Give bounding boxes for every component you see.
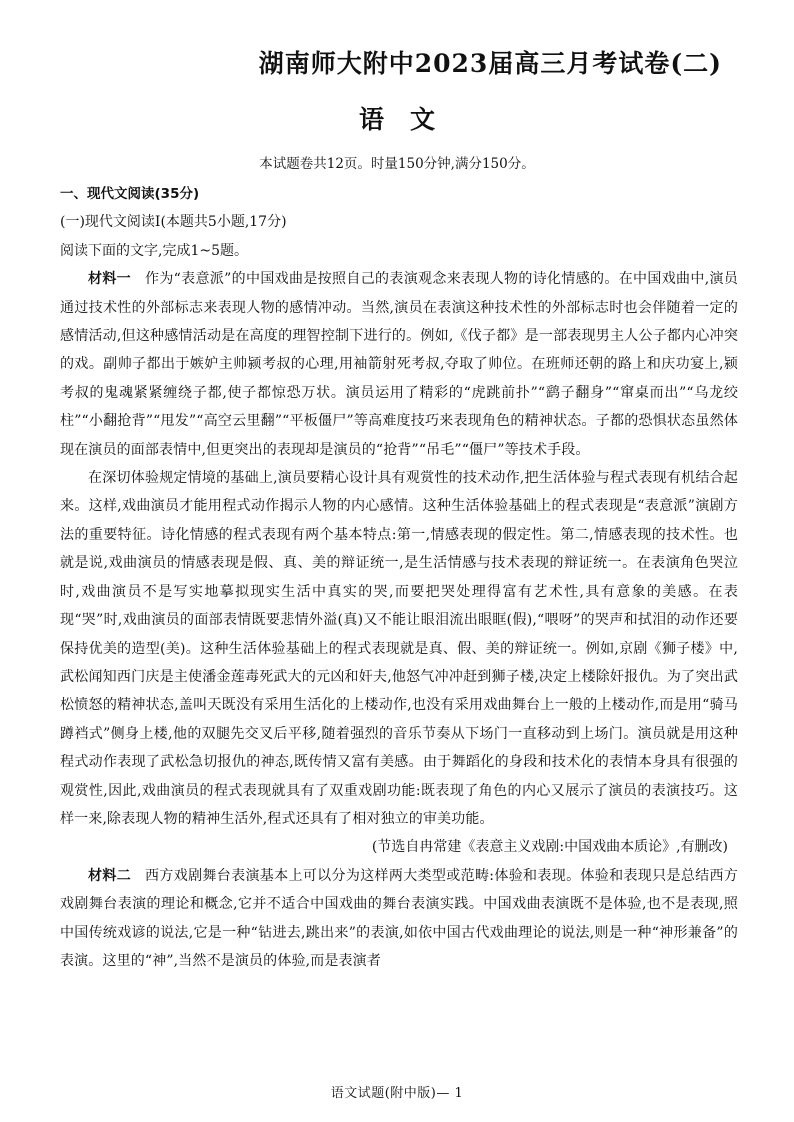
page-footer: 语文试题(附中版)— 1 (330, 1086, 464, 1101)
section-subheading: (一)现代文阅读Ⅰ(本题共5小题,17分) (60, 214, 287, 231)
exam-info: 本试题卷共12页。时量150分钟,满分150分。 (259, 156, 535, 172)
exam-title: 湖南师大附中2023届高三月考试卷(二) (258, 49, 722, 78)
material1-paragraph-1 (60, 265, 738, 464)
exam-body (60, 180, 738, 975)
material1-source: (节选自冉常建《表意主义戏剧:中国戏曲本质论》,有删改) (371, 839, 728, 856)
material1-paragraph-2: 在深切体验规定情境的基础上,演员要精心设计具有观赏性的技术动作,把生活体验与程式表现有机结合起来。这样,戏曲演员才能用程式动作揭示人物的内心感情。这种生活体验基础上的程式表现是“表意派”演剧方法的重要特征。诗化情感的程式表现有两个基本特点:第一,情感表现的假定性。第二,情感表现的技术性。也就是说,戏曲演员的情感表现是假、真、美的辩证统一,是生活情感与技术表现的辩证统一。在表演角色哭泣时,戏曲演员不是写实地摹拟现实生活中真实的哭,而要把哭处理得富有艺术性,具有意象的美感。在表现“哭”时,戏曲演员的面部表情既要悲情外溢(真)又不能让眼泪流出眼眶(假),“喂呀”的哭声和拭泪的动作还要保持优美的造型(美)。这种生活体验基础上的程式表现就是真、假、美的辩证统一。例如,京剧《狮子楼》中,武松闻知西门庆是主使潘金莲毒死武大的元凶和奸夫,他怒气冲冲赶到狮子楼,决定上楼除奸报仇。为了突出武松愤怒的精神状态,盖叫天既没有采用生活化的上楼动作,也没有采用戏曲舞台上一般的上楼动作,而是用“骑马蹲裆式”侧身上楼,他的双腿先交叉后平移,随着强烈的音乐节奏从下场门一直移动到上场门。演员就是用这种程式动作表现了武松急切报仇的神态,既传情又富有美感。由于舞蹈化的身段和技术化的表情本身具有很强的观赏性,因此,戏曲演员的程式表现就具有了双重戏剧功能:既表现了角色的内心又展示了演员的表演技巧。这样一来,除表现人物的精神生活外,程式还具有了相对独立的审美功能。 (60, 470, 738, 827)
material2-text-1: 西方戏剧舞台表演基本上可以分为这样两大类型或范畴:体验和表现。体验和表现只是总结西方戏剧舞台表演的理论和概念,它并不适合中国戏曲的舞台表演实践。中国戏曲表演既不是体验,也不是表现,照中国传统戏谚的说法,它是一种“钻进去,跳出来”的表演,如依中国古代戏曲理论的说法,则是一种“神形兼备”的表演。这里的“神”,当然不是演员的体验,而是表演者 (60, 867, 739, 969)
section-heading: 一、现代文阅读(35分) (60, 186, 200, 202)
material1-label: 材料一 (88, 271, 132, 288)
material2-label: 材料二 (88, 867, 132, 884)
material2-paragraph-1 (60, 862, 738, 976)
material1-text-1: 作为“表意派”的中国戏曲是按照自己的表演观念来表现人物的诗化情感的。在中国戏曲中,演员通过技术性的外部标志来表现人物的感情冲动。当然,演员在表演这种技术性的外部标志时也会伴随着一定的感情活动,但这种感情活动是在高度的理智控制下进行的。例如,《伐子都》是一部表现男主人公子都内心冲突的戏。副帅子都出于嫉妒主帅颍考叔的心理,用袖箭射死考叔,夺取了帅位。在班师还朝的路上和庆功宴上,颍考叔的鬼魂紧紧缠绕子都,使子都惊恐万状。演员运用了精彩的“虎跳前扑”“鹞子翻身”“窜桌而出”“乌龙绞柱”“小翻抢背”“甩发”“高空云里翻”“平板僵尸”等高难度技巧来表现角色的精神状态。子都的恐惧状态虽然体现在演员的面部表情中,但更突出的表现却是演员的“抢背”“吊毛”“僵尸”等技术手段。 (60, 271, 739, 458)
reading-instruction: 阅读下面的文字,完成1~5题。 (60, 242, 248, 259)
subject-title: 语文 (358, 105, 461, 134)
